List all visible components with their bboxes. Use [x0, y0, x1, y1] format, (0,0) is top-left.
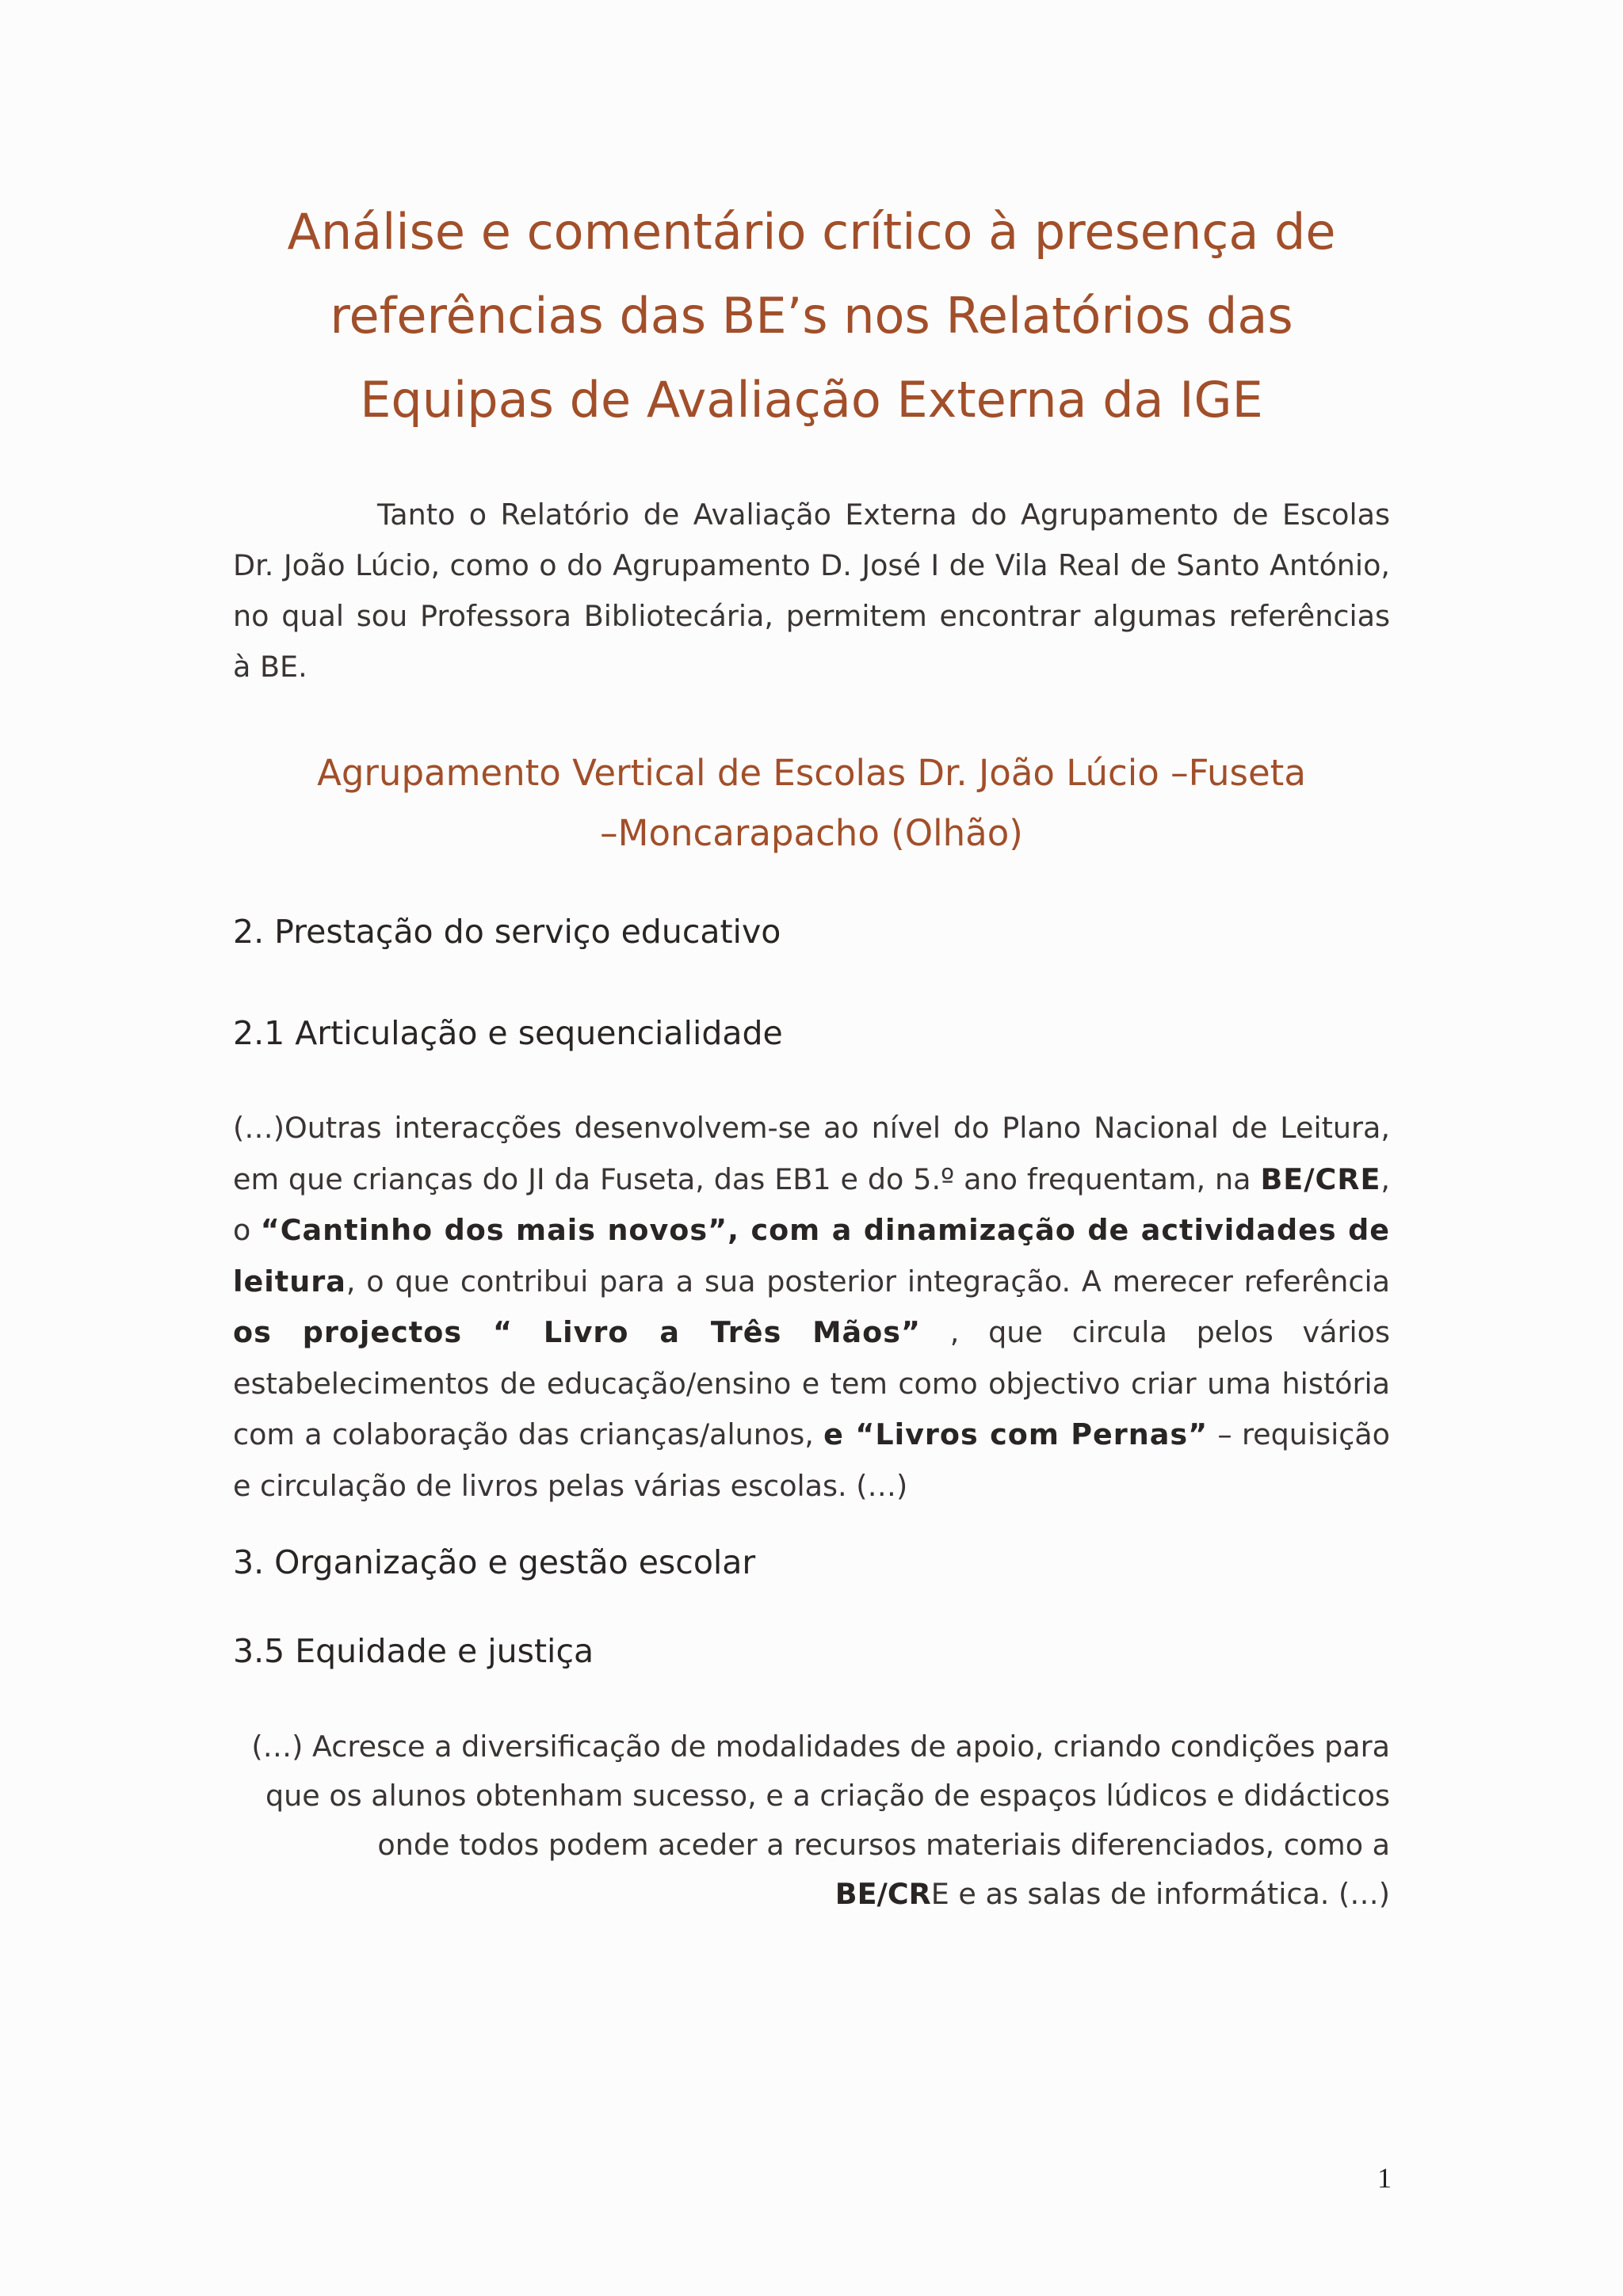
title-line-2: referências das BE’s nos Relatórios das — [330, 287, 1293, 345]
para-bold-2: “Cantinho dos mais novos”, com a dinamização de actividades de leitura — [233, 1213, 1390, 1299]
para-bold-1: BE/CRE — [1260, 1161, 1381, 1196]
heading-organizacao: 3. Organização e gestão escolar — [233, 1543, 756, 1581]
quote-bold: BE/CR — [834, 1877, 931, 1911]
quote-line-3: onde todos podem aceder a recursos materiais diferenciados, como a — [377, 1828, 1390, 1862]
quote-line-4-rest: E e as salas de informática. (…) — [930, 1877, 1390, 1911]
quote-line-4 — [241, 1870, 1390, 1919]
subtitle-line-1: Agrupamento Vertical de Escolas Dr. João Lúcio –Fuseta — [317, 752, 1306, 794]
title-line-3: Equipas de Avaliação Externa da IGE — [360, 371, 1263, 429]
quote-line-1: (…) Acresce a diversificação de modalidades de apoio, criando condições para — [251, 1730, 1390, 1764]
para-text-5: – requisição e circulação de livros pelas várias escolas. (…) — [233, 1417, 1391, 1503]
para-text-4: , que circula pelos vários estabelecimentos de educação/ensino e tem como objectivo criar uma história com a colaboração das crianças/alunos, — [233, 1315, 1390, 1451]
subtitle-line-2: –Moncarapacho (Olhão) — [600, 812, 1023, 854]
intro-paragraph: Tanto o Relatório de Avaliação Externa do Agrupamento de Escolas Dr. João Lúcio, como o do Agrupamento D. José I de Vila Real de Santo António, no qual sou Professora Bibliotecária, permitem encontrar algumas referências à BE. — [233, 498, 1390, 684]
page-number: 1 — [1377, 2162, 1392, 2194]
quoted-paragraph — [233, 1103, 1390, 1512]
para-text-1: (…)Outras interacções desenvolvem-se ao nível do Plano Nacional de Leitura, em que crianças do JI da Fuseta, das EB1 e do 5.º ano frequentam, na — [233, 1111, 1390, 1196]
section-subtitle — [233, 743, 1390, 864]
para-text-3: , o que contribui para a sua posterior integração. A merecer referência — [346, 1264, 1390, 1299]
title-line-1: Análise e comentário crítico à presença de — [287, 203, 1336, 261]
quote-line-2: que os alunos obtenham sucesso, e a criação de espaços lúdicos e didácticos — [265, 1779, 1390, 1813]
para-text-2: , o — [233, 1161, 1390, 1247]
para-bold-3: os projectos “ Livro a Três Mãos” — [233, 1315, 921, 1349]
document-title — [233, 190, 1390, 442]
para-bold-4: e “Livros com Pernas” — [823, 1417, 1209, 1451]
heading-prestacao: 2. Prestação do serviço educativo — [233, 913, 781, 951]
block-quote — [241, 1722, 1390, 1919]
heading-articulacao: 2.1 Articulação e sequencialidade — [233, 1014, 783, 1052]
heading-equidade: 3.5 Equidade e justiça — [233, 1632, 594, 1670]
